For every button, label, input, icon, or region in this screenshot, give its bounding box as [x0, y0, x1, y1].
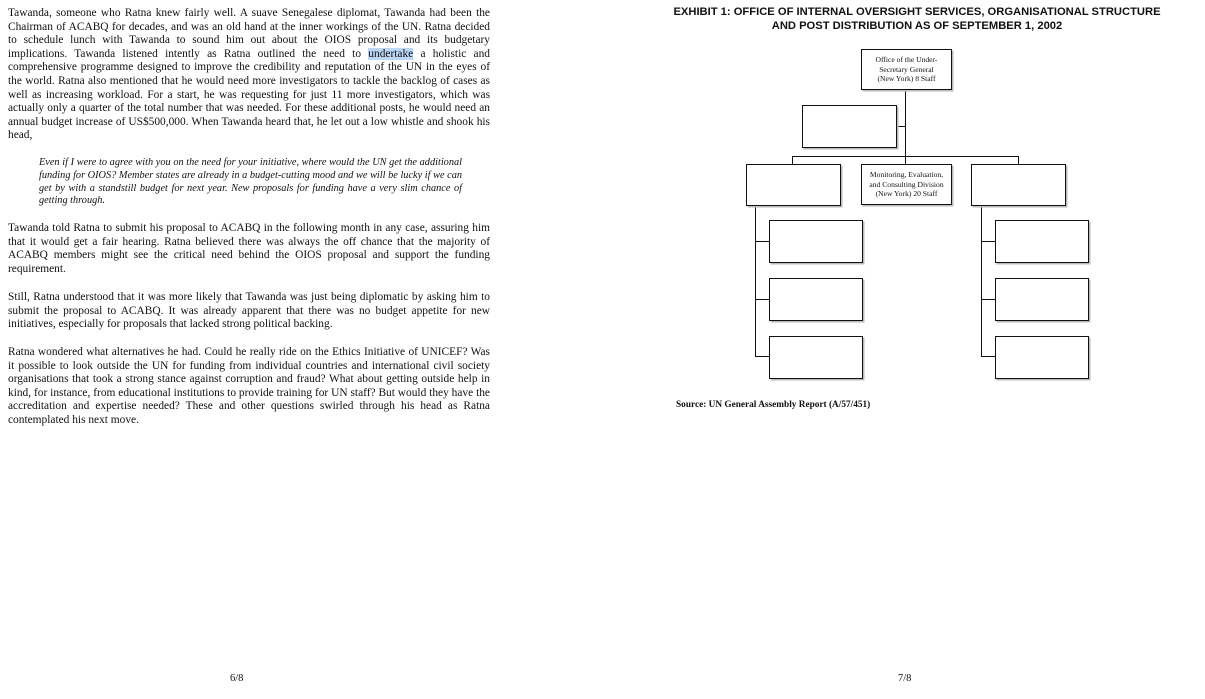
paragraph-diplomatic: Still, Ratna understood that it was more likely that Tawanda was just being diplomatic by asking him to submit the proposal to ACABQ. It was already apparent that there was no budget appetite for new initiatives, especially for proposals that lacked strong political backing.: [8, 291, 490, 331]
paragraph-text-start: Tawanda, someone who Ratna knew fairly well. A suave Senegalese diplomat, Tawanda had been the Chairman of ACABQ for decades, and was an old hand at the inner workings of the UN. Ratna decided to schedule lunch with Tawanda to sound him out about the OIOS proposal and its budgetary implications. Tawanda listened intently as Ratna outlined the need to: [8, 7, 490, 60]
mecd-line-1: Monitoring, Evaluation,: [869, 170, 944, 180]
connector-trunk: [905, 90, 906, 165]
mecd-line-2: and Consulting Division: [869, 179, 944, 189]
connector-right-tick-3: [981, 356, 995, 357]
box-empty-left-unit-2: [769, 278, 863, 321]
connector-left-tick-2: [755, 299, 769, 300]
exhibit-title-line-1: EXHIBIT 1: OFFICE OF INTERNAL OVERSIGHT SERVICES, ORGANISATIONAL STRUCTURE: [673, 6, 1161, 18]
usg-line-1: Office of the Under-: [875, 55, 938, 65]
box-empty-right-division: [971, 164, 1066, 206]
source-note: Source: UN General Assembly Report (A/57/451): [676, 400, 871, 410]
connector-horizontal: [792, 156, 1019, 157]
connector-left-tick-1: [755, 241, 769, 242]
box-empty-side: [802, 105, 897, 148]
box-empty-right-unit-1: [995, 220, 1089, 263]
page-number-right: 7/8: [898, 673, 912, 684]
paragraph-lunch-with-tawanda: [8, 7, 490, 143]
right-page: [605, 0, 1205, 699]
connector-left-drop: [792, 156, 793, 164]
connector-right-spine: [981, 205, 982, 357]
connector-left-spine: [755, 205, 756, 357]
box-empty-right-unit-2: [995, 278, 1089, 321]
usg-line-3: (New York) 8 Staff: [877, 74, 936, 84]
highlighted-word[interactable]: undertake: [368, 47, 414, 60]
box-empty-left-division: [746, 164, 841, 206]
paragraph-text-end: a holistic and comprehensive programme designed to improve the credibility and reputation of the UN in the eyes of the world. Ratna also mentioned that he would need more investigators to tackle the backlog of cases as well as increasing workload. For a start, he was requesting for just 11 more investigators, which was actually only a quarter of the total number that was needed. For these additional posts, he would need an annual budget increase of US$500,000. When Tawanda heard that, he let out a low whistle and shook his head,: [8, 47, 490, 142]
box-mecd: [861, 164, 952, 205]
connector-side-branch: [896, 126, 906, 127]
box-empty-left-unit-1: [769, 220, 863, 263]
paragraph-submit-proposal: Tawanda told Ratna to submit his proposal to ACABQ in the following month in any case, assuring him that it would get a fair hearing. Ratna believed there was always the off chance that the majority of ACABQ members might see the critical need behind the OIOS proposal and support the funding requirement.: [8, 222, 490, 275]
box-office-of-usg: [861, 49, 952, 90]
exhibit-title: [665, 6, 1169, 33]
page-number-left: 6/8: [230, 673, 244, 684]
connector-right-drop: [1018, 156, 1019, 164]
connector-right-tick-1: [981, 241, 995, 242]
box-empty-left-unit-3: [769, 336, 863, 379]
box-empty-right-unit-3: [995, 336, 1089, 379]
mecd-line-3: (New York) 20 Staff: [875, 189, 938, 199]
connector-right-tick-2: [981, 299, 995, 300]
paragraph-alternatives: Ratna wondered what alternatives he had. Could he really ride on the Ethics Initiative of UNICEF? Was it possible to look outside the UN for funding from individual countries and international civil society organisations that took a strong stance against corruption and fraud? What about getting outside help in kind, for instance, from educational institutions to provide training for UN staff? But would they have the accreditation and expertise needed? These and other questions swirled through his head as Ratna contemplated his next move.: [8, 346, 490, 426]
left-page: [0, 0, 600, 699]
exhibit-title-line-2: AND POST DISTRIBUTION AS OF SEPTEMBER 1, 2002: [771, 19, 1063, 32]
connector-left-tick-3: [755, 356, 769, 357]
usg-line-2: Secretary General: [879, 64, 934, 74]
block-quote: Even if I were to agree with you on the need for your initiative, where would the UN get the additional funding for OIOS? Member states are already in a budget-cutting mood and we will be lucky if we can get by with a standstill budget for next year. New proposals for funding have a very slim chance of getting through.: [39, 157, 462, 207]
